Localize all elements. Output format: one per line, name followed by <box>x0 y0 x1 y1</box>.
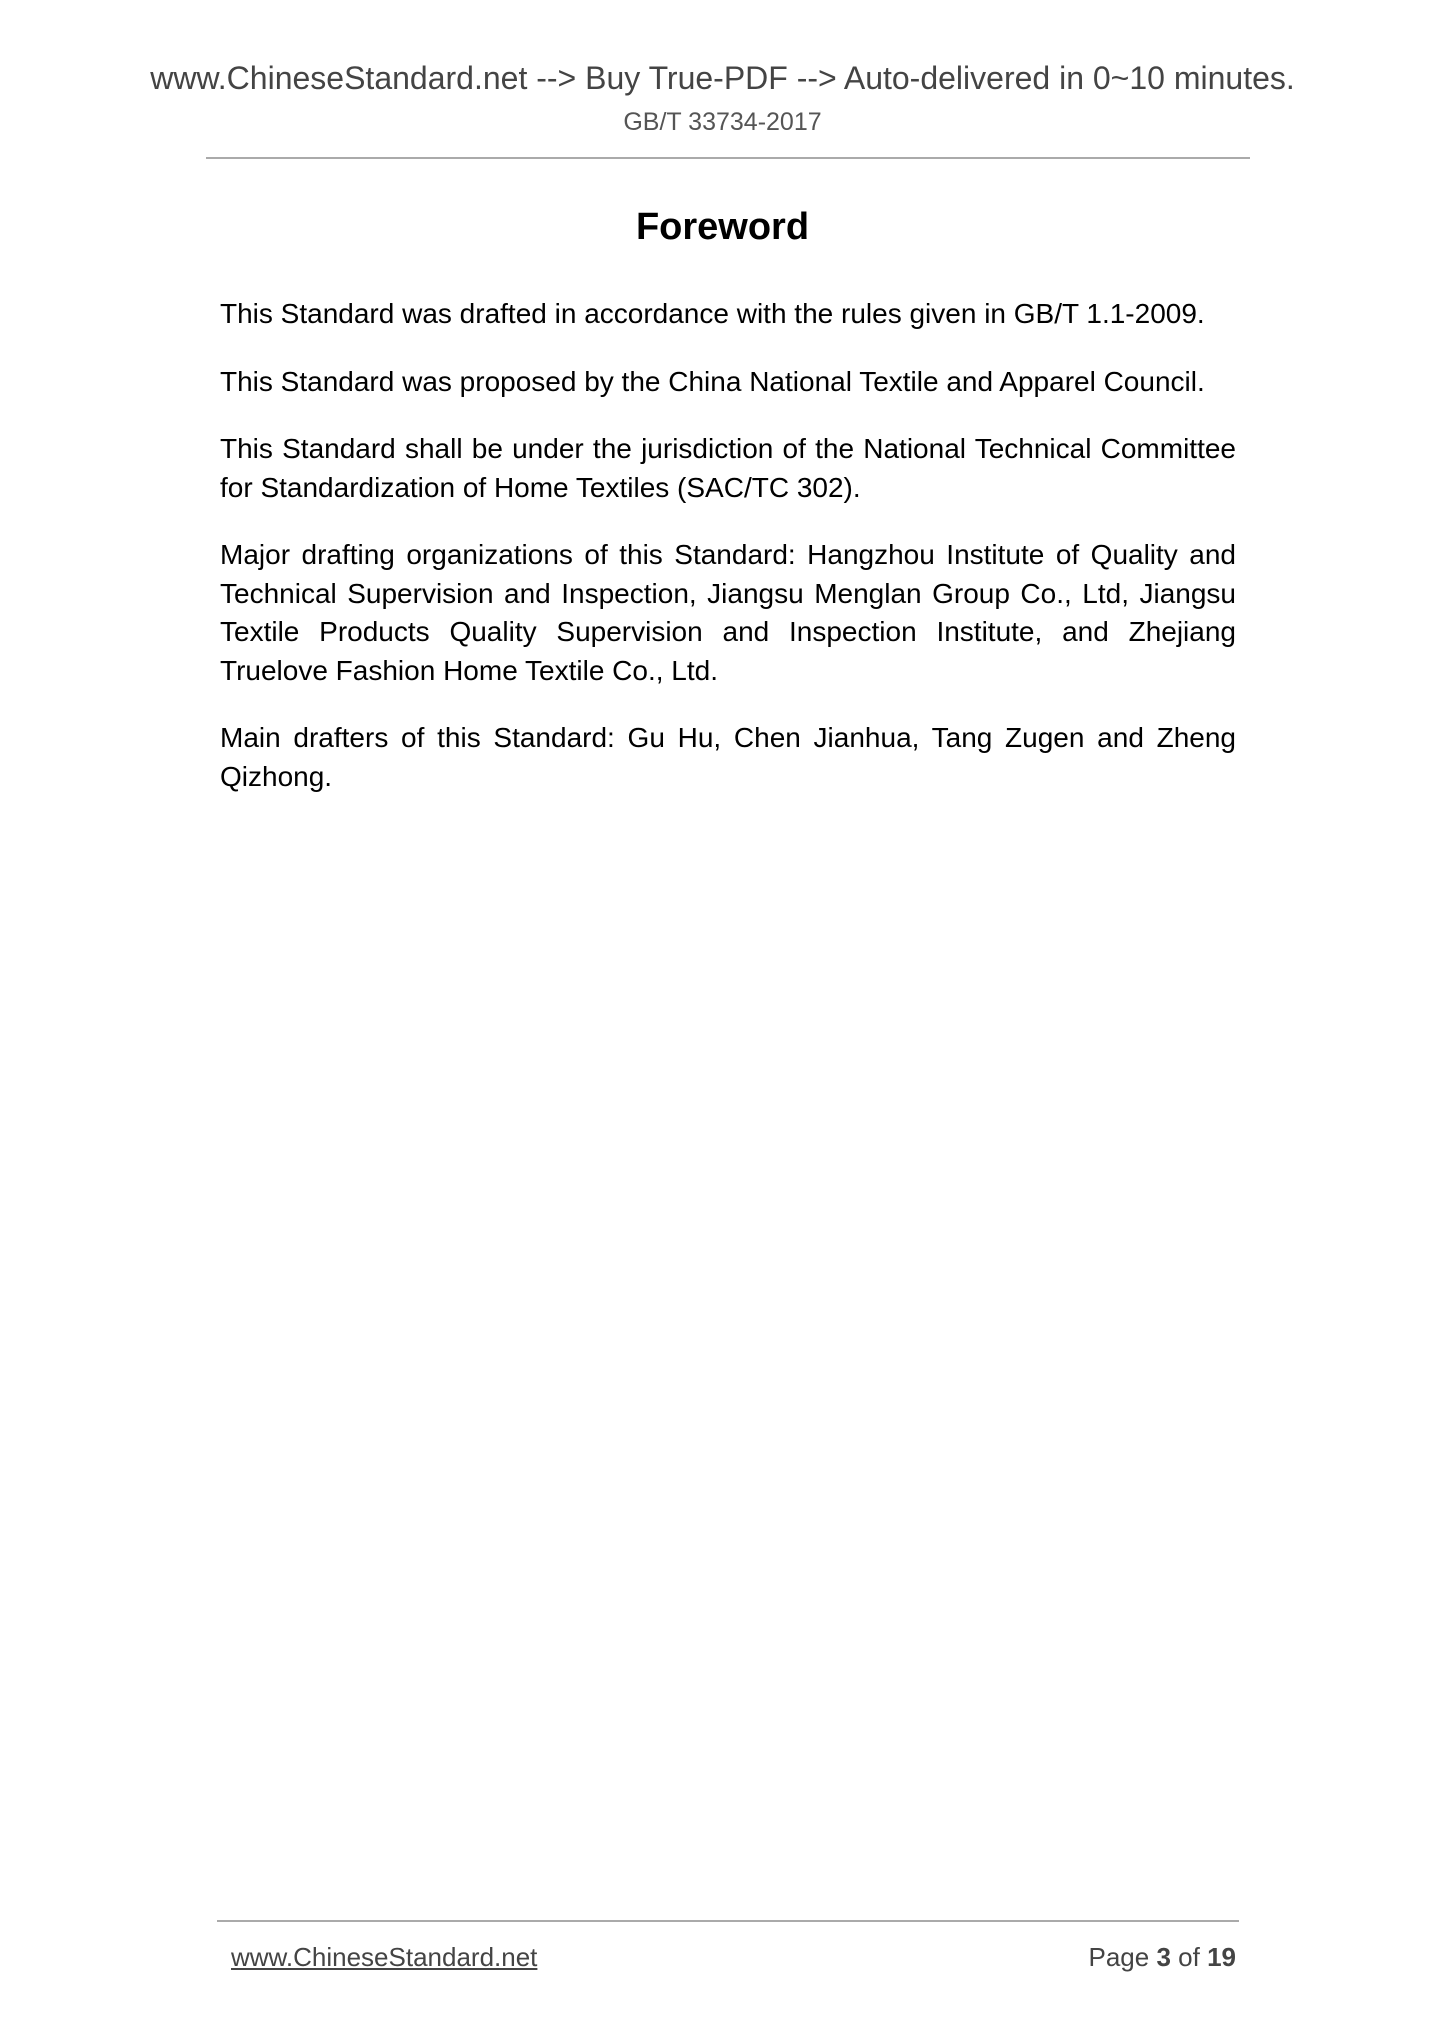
foreword-body <box>220 295 1236 825</box>
page-title: Foreword <box>635 206 810 248</box>
footer-website-link[interactable]: www.ChineseStandard.net <box>231 1942 538 1972</box>
page-total: 19 <box>1207 1942 1236 1972</box>
header-divider <box>206 157 1250 159</box>
paragraph: This Standard was proposed by the China National Textile and Apparel Council. <box>220 365 1205 397</box>
page-number <box>1088 1942 1236 1972</box>
paragraph: This Standard was drafted in accordance with the rules given in GB/T 1.1-2009. <box>220 298 1205 329</box>
page-sep: of <box>1178 1942 1200 1972</box>
header-banner: www.ChineseStandard.net --> Buy True-PDF --> Auto-delivered in 0~10 minutes. <box>150 60 1295 96</box>
paragraph: Main drafters of this Standard: Gu Hu, Chen Jianhua, Tang Zugen and Zheng Qizhong. <box>220 722 1236 792</box>
footer-divider <box>217 1920 1239 1922</box>
page-current: 3 <box>1156 1942 1171 1972</box>
paragraph: Major drafting organizations of this Standard: Hangzhou Institute of Quality and Technical Supervision and Inspection, Jiangsu Menglan Group Co., Ltd, Jiangsu Textile Products Quality Supervision and Inspection Institute, and Zhejiang Truelove Fashion Home Textile Co., Ltd. <box>220 539 1236 686</box>
page-prefix: Page <box>1088 1942 1150 1972</box>
paragraph: This Standard shall be under the jurisdiction of the National Technical Committee for Standardization of Home Textiles (SAC/TC 302). <box>220 433 1236 503</box>
standard-code: GB/T 33734-2017 <box>623 108 822 136</box>
